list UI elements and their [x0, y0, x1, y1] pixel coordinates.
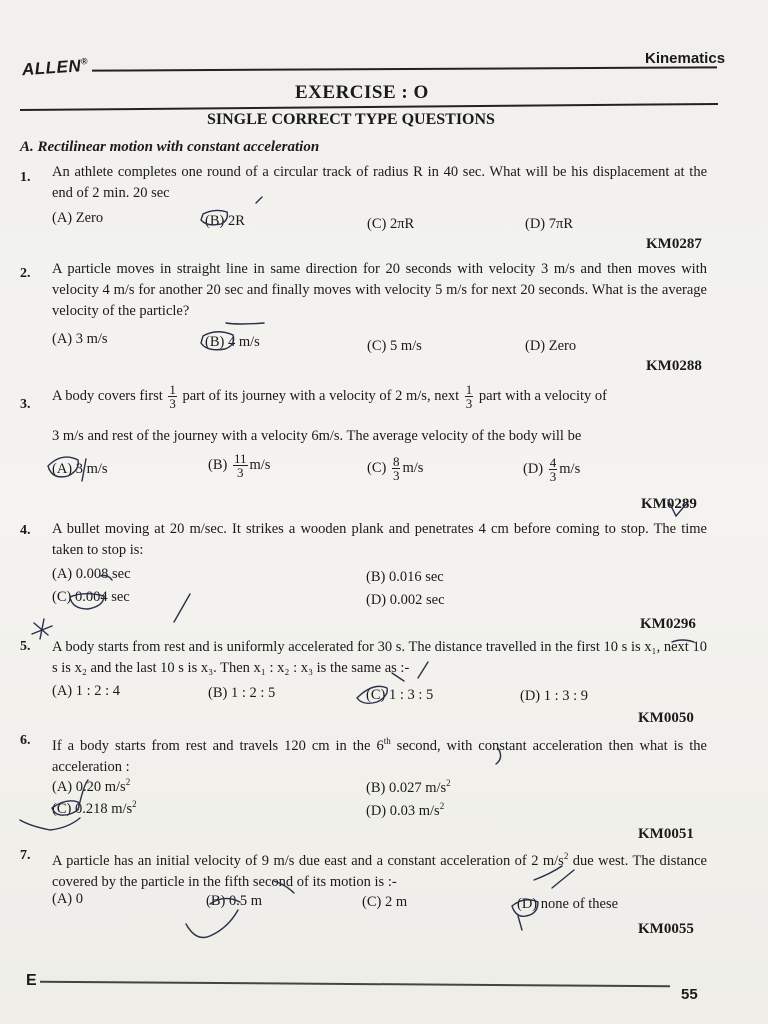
- question-text-line1: A body covers first $\frac{1}{3}$ part of its journey with a velocity of 2 m/s, next $\frac{1}{3}$ part with a velocity of: [52, 382, 607, 411]
- question-text: If a body starts from rest and travels 120 cm in the 6th second, with constant acceleration then what is the acceleration :: [52, 736, 707, 775]
- question-number: 3.: [20, 397, 31, 412]
- option-d: (D) 1 : 3 : 9: [520, 688, 589, 704]
- question-text: A bullet moving at 20 m/sec. It strikes a wooden plank and penetrates 4 cm before coming to stop. The time taken to stop is:: [52, 521, 707, 558]
- footer-letter: E: [26, 972, 37, 989]
- footer-rule: [40, 981, 670, 987]
- option-c: (C) 0.218 $m/s^2$: [52, 799, 137, 817]
- option-a: (A) 0.008 sec: [52, 566, 131, 582]
- pen-check-q6: [20, 818, 80, 830]
- option-c: (C) 0.004 sec: [52, 589, 130, 605]
- section-heading: A. Rectilinear motion with constant acceleration: [20, 139, 320, 155]
- option-b: (B) 0.5 m: [206, 893, 262, 909]
- question-number: 4.: [20, 523, 31, 538]
- question-number: 2.: [20, 266, 31, 281]
- exercise-title: EXERCISE : O: [295, 82, 429, 103]
- header-rule: [92, 66, 717, 71]
- question-number: 1.: [20, 170, 31, 185]
- question-text: An athlete completes one round of a circular track of radius R in 40 sec. What will be his displacement at the end of 2 min. 20 sec: [52, 164, 707, 201]
- question-code: KM0296: [640, 616, 696, 632]
- page-number: 55: [681, 986, 698, 1003]
- question-code: KM0055: [638, 921, 694, 937]
- option-d: (D) Zero: [525, 338, 577, 354]
- option-a: (A) 0: [52, 891, 84, 907]
- option-d: (D) 0.002 sec: [366, 592, 445, 608]
- option-d: (D) none of these: [517, 896, 619, 912]
- option-c: (C) 2πR: [367, 216, 415, 232]
- option-c: (C) 2 m: [362, 894, 408, 910]
- question-type-subtitle: SINGLE CORRECT TYPE QUESTIONS: [207, 111, 495, 128]
- option-b: (B) 0.027 $m/s^2$: [366, 778, 451, 796]
- option-b: (B) 2R: [205, 213, 245, 229]
- option-b: (B) 1 : 2 : 5: [208, 685, 276, 701]
- option-d: (D) 0.03 $m/s^2$: [366, 801, 445, 819]
- option-a: (A) 3 m/s: [52, 331, 108, 347]
- option-a: (A) Zero: [52, 210, 104, 226]
- option-b: (B) 4 m/s: [205, 334, 260, 350]
- chapter-title: Kinematics: [645, 50, 726, 67]
- question-number: 6.: [20, 733, 31, 748]
- title-rule: [20, 103, 718, 111]
- question-text: A body starts from rest and is uniformly accelerated for 30 s. The distance travelled in the first 10 s is x₁, next 10 s is x₂ and the last 10 s is x₃. Then x₁ : x₂ : x₃ is the same as :-: [52, 639, 707, 676]
- question-code: KM0287: [646, 236, 702, 252]
- fraction-one-third: $\frac{1}{3}$: [169, 382, 176, 411]
- option-d: (D) $\frac{4}{3}$ m/s: [523, 455, 581, 484]
- option-c: (C) 1 : 3 : 5: [366, 687, 434, 703]
- pen-slash-q4: [174, 594, 190, 622]
- option-a: (A) 3 m/s: [52, 461, 108, 477]
- question-code: KM0288: [646, 358, 702, 374]
- question-text: A particle has an initial velocity of 9 m/s due east and a constant acceleration of 2 $m/s^2$ due west. The distance covered by the particle in the fifth second of its motion is :-: [52, 851, 707, 890]
- question-number: 5.: [20, 639, 31, 654]
- option-a: (A) 1 : 2 : 4: [52, 683, 121, 699]
- option-c: (C) 5 m/s: [367, 338, 422, 354]
- fraction-one-third: $\frac{1}{3}$: [465, 382, 473, 411]
- option-b: (B) $\frac{11}{3}$ m/s: [208, 451, 271, 480]
- question-number: 7.: [20, 848, 31, 863]
- pen-check-q7: [186, 910, 238, 938]
- question-text-line2: 3 m/s and rest of the journey with a velocity 6m/s. The average velocity of the body will be: [52, 428, 582, 444]
- option-b: (B) 0.016 sec: [366, 569, 444, 585]
- option-d: (D) 7πR: [525, 216, 573, 232]
- pen-star-q5: [32, 619, 52, 639]
- question-code: KM0051: [638, 826, 694, 842]
- pen-tick-q7-d: [518, 916, 522, 930]
- question-text: A particle moves in straight line in same direction for 20 seconds with velocity 3 m/s and then moves with velocity 4 m/s for another 20 sec and finally moves with velocity 5 m/s for next 20 seconds. What is the average velocity of the particle?: [52, 261, 707, 319]
- option-a: (A) 0.20 $m/s^2$: [52, 777, 131, 795]
- pen-underline-q2: [226, 323, 264, 324]
- question-code: KM0050: [638, 710, 694, 726]
- question-code: KM0289: [641, 496, 697, 512]
- publisher-logo: ALLEN®: [21, 56, 89, 80]
- option-c: (C) $\frac{8}{3}$ m/s: [367, 454, 424, 483]
